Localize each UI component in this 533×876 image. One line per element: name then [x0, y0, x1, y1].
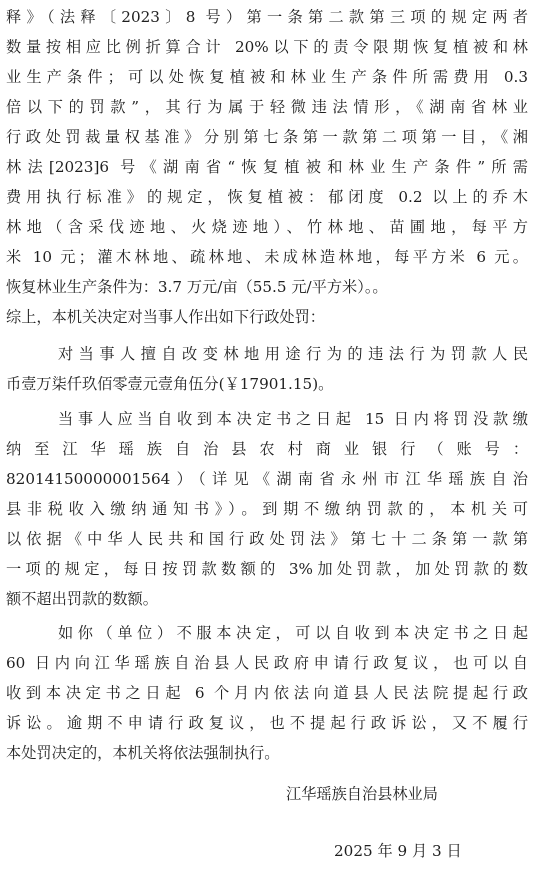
- issuing-organization: 江华瑶族自治县林业局: [286, 785, 438, 803]
- issue-date: 2025 年 9 月 3 日: [334, 842, 462, 860]
- payment-paragraph-line: 额不超出罚款的数额。: [6, 590, 158, 608]
- appeal-paragraph-line: 诉讼。逾期不申请行政复议，也不提起行政诉讼，又不履行: [6, 714, 528, 732]
- document-page: [6, 0, 528, 876]
- penalty-paragraph-line: 币壹万柒仟玖佰零壹元壹角伍分(￥17901.15)。: [6, 375, 334, 393]
- body-line: 林法[2023]6 号《湖南省“恢复植被和林业生产条件”所需: [6, 158, 528, 176]
- body-line: 释》（法释〔2023〕8 号）第一条第二款第三项的规定两者: [6, 8, 528, 26]
- body-line: 数量按相应比例折算合计 20%以下的责令限期恢复植被和林: [6, 38, 528, 56]
- body-line: 倍以下的罚款”，其行为属于轻微违法情形，《湖南省林业: [6, 98, 528, 116]
- body-line: 行政处罚裁量权基准》分别第七条第一款第二项第一目，《湘: [6, 128, 528, 146]
- appeal-paragraph-line: 本处罚决定的，本机关将依法强制执行。: [6, 744, 280, 762]
- body-line: 米 10 元；灌木林地、疏林地、未成林造林地，每平方米 6 元。: [6, 248, 528, 266]
- appeal-paragraph-line: 收到本决定书之日起 6 个月内依法向道县人民法院提起行政: [6, 684, 528, 702]
- body-line: 恢复林业生产条件为：3.7 万元/亩（55.5 元/平方米）。。: [6, 278, 388, 296]
- payment-paragraph-line: 以依据《中华人民共和国行政处罚法》第七十二条第一款第: [6, 530, 528, 548]
- body-line: 费用执行标准》的规定，恢复植被：郁闭度 0.2 以上的乔木: [6, 188, 528, 206]
- appeal-paragraph-line: 如你（单位）不服本决定，可以自收到本决定书之日起: [58, 624, 528, 642]
- penalty-paragraph-line: 对当事人擅自改变林地用途行为的违法行为罚款人民: [58, 345, 528, 363]
- body-line: 综上，本机关决定对当事人作出如下行政处罚：: [6, 308, 325, 326]
- body-line: 业生产条件；可以处恢复植被和林业生产条件所需费用 0.3: [6, 68, 528, 86]
- appeal-paragraph-line: 60 日内向江华瑶族自治县人民政府申请行政复议，也可以自: [6, 654, 528, 672]
- payment-paragraph-line: 当事人应当自收到本决定书之日起 15 日内将罚没款缴: [58, 410, 528, 428]
- body-line: 林地（含采伐迹地、火烧迹地）、竹林地、苗圃地，每平方: [6, 218, 528, 236]
- payment-paragraph-line: 一项的规定，每日按罚款数额的 3%加处罚款，加处罚款的数: [6, 560, 528, 578]
- payment-paragraph-line: 县非税收入缴纳通知书》）。到期不缴纳罚款的，本机关可: [6, 500, 528, 518]
- payment-paragraph-line: 纳至江华瑶族自治县农村商业银行（账号：: [6, 440, 528, 458]
- payment-paragraph-line: 82014150000001564）（详见《湖南省永州市江华瑶族自治: [6, 470, 528, 488]
